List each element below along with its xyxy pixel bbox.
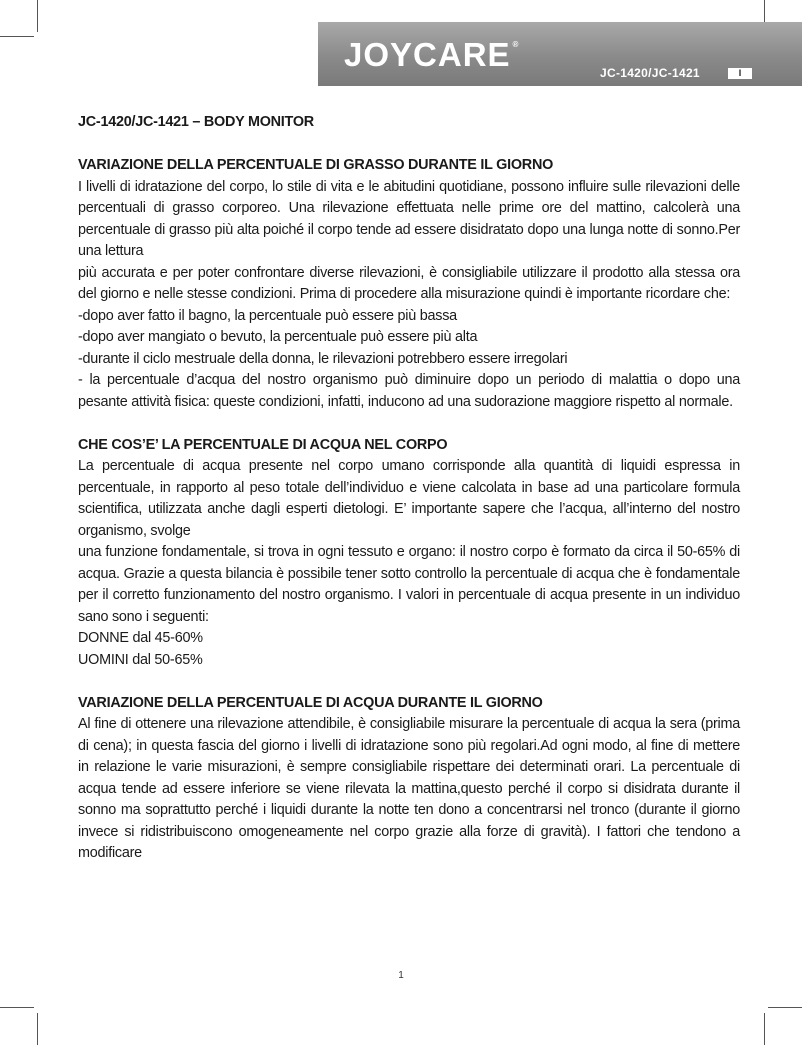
section-heading: VARIAZIONE DELLA PERCENTUALE DI GRASSO DURANTE IL GIORNO	[78, 157, 554, 173]
brand-logo	[344, 36, 519, 74]
crop-mark-top-left-h	[0, 36, 34, 37]
value-line-men: UOMINI dal 50-65%	[78, 651, 203, 668]
crop-mark-bottom-left-v	[37, 1013, 38, 1045]
list-item: -dopo aver mangiato o bevuto, la percentuale può essere più alta	[78, 329, 478, 345]
list-item: -dopo aver fatto il bagno, la percentuale può essere più bassa	[78, 307, 457, 324]
list-item: -durante il ciclo mestruale della donna, le rilevazioni potrebbero essere irregolari	[78, 350, 568, 367]
paragraph: I livelli di idratazione del corpo, lo stile di vita e le abitudini quotidiane, possono influire sulle rilevazioni delle percentuali di grasso corporeo. Una rilevazione effettuata nelle prime ore del mattino, calcolerà una percentuale di grasso più alta poiché il corpo tende ad essere disidratato dopo una lunga notte di sonno.Per una lettura	[78, 178, 740, 259]
document-body	[78, 112, 740, 886]
brand-name: JOYCARE	[344, 36, 511, 73]
model-number: JC-1420/JC-1421	[600, 66, 700, 80]
section-water-percentage	[78, 435, 740, 672]
crop-mark-bottom-left-h	[0, 1007, 34, 1008]
section-heading: CHE COS’E’ LA PERCENTUALE DI ACQUA NEL CORPO	[78, 436, 448, 453]
section-water-variation	[78, 693, 740, 865]
document-title: JC-1420/JC-1421 – BODY MONITOR	[78, 114, 314, 130]
header-banner	[318, 22, 802, 86]
page-number: 1	[398, 970, 404, 981]
section-fat-variation	[78, 155, 740, 413]
list-item: - la percentuale d’acqua del nostro organismo può diminuire dopo un periodo di malattia o dopo una pesante attività fisica: queste condizioni, infatti, inducono ad una sudorazione maggiore rispetto al normale.	[78, 372, 740, 410]
crop-mark-top-left-v	[37, 0, 38, 32]
paragraph: più accurata e per poter confrontare diverse rilevazioni, è consigliabile utilizzare il prodotto alla stessa ora del giorno e nelle stesse condizioni. Prima di procedere alla misurazione quindi è importante ricordare che:	[78, 264, 740, 302]
language-badge: I	[728, 68, 752, 79]
paragraph: La percentuale di acqua presente nel corpo umano corrisponde alla quantità di liquidi espressa in percentuale, in rapporto al peso totale dell’individuo e viene calcolata in base ad una particolare formula scientifica, utilizzata anche dagli esperti dietologi. E’ importante sapere che l’acqua, all’interno del nostro organismo, svolge	[78, 458, 740, 539]
value-line-women: DONNE dal 45-60%	[78, 630, 203, 646]
paragraph: Al fine di ottenere una rilevazione attendibile, è consigliabile misurare la percentuale di acqua la sera (prima di cena); in questa fascia del giorno i livelli di idratazione sono più regolari.Ad ogni modo, al fine di mettere in relazione le varie misurazioni, è sempre consigliabile rispettare dei determinati orari. La percentuale di acqua tende ad essere inferiore se viene rilevata la mattina,questo perché il corpo si disidrata durante il sonno ma soprattutto perché i liquidi durante la notte ten dono a concentrarsi nel tronco (durante il giorno invece si ridistribuiscono omogeneamente nel corpo grazie alla forze di gravità). I fattori che tendono a modificare	[78, 716, 740, 861]
paragraph: una funzione fondamentale, si trova in ogni tessuto e organo: il nostro corpo è formato da circa il 50-65% di acqua. Grazie a questa bilancia è possibile tener sotto controllo la percentuale di acqua che è fondamentale per il corretto funzionamento del nostro organismo. I valori in percentuale di acqua presente in un individuo sano sono i seguenti:	[78, 544, 740, 625]
section-heading: VARIAZIONE DELLA PERCENTUALE DI ACQUA DURANTE IL GIORNO	[78, 694, 543, 711]
registered-mark: ®	[512, 40, 520, 49]
crop-mark-bottom-right-v	[764, 1013, 765, 1045]
crop-mark-bottom-right-h	[768, 1007, 802, 1008]
